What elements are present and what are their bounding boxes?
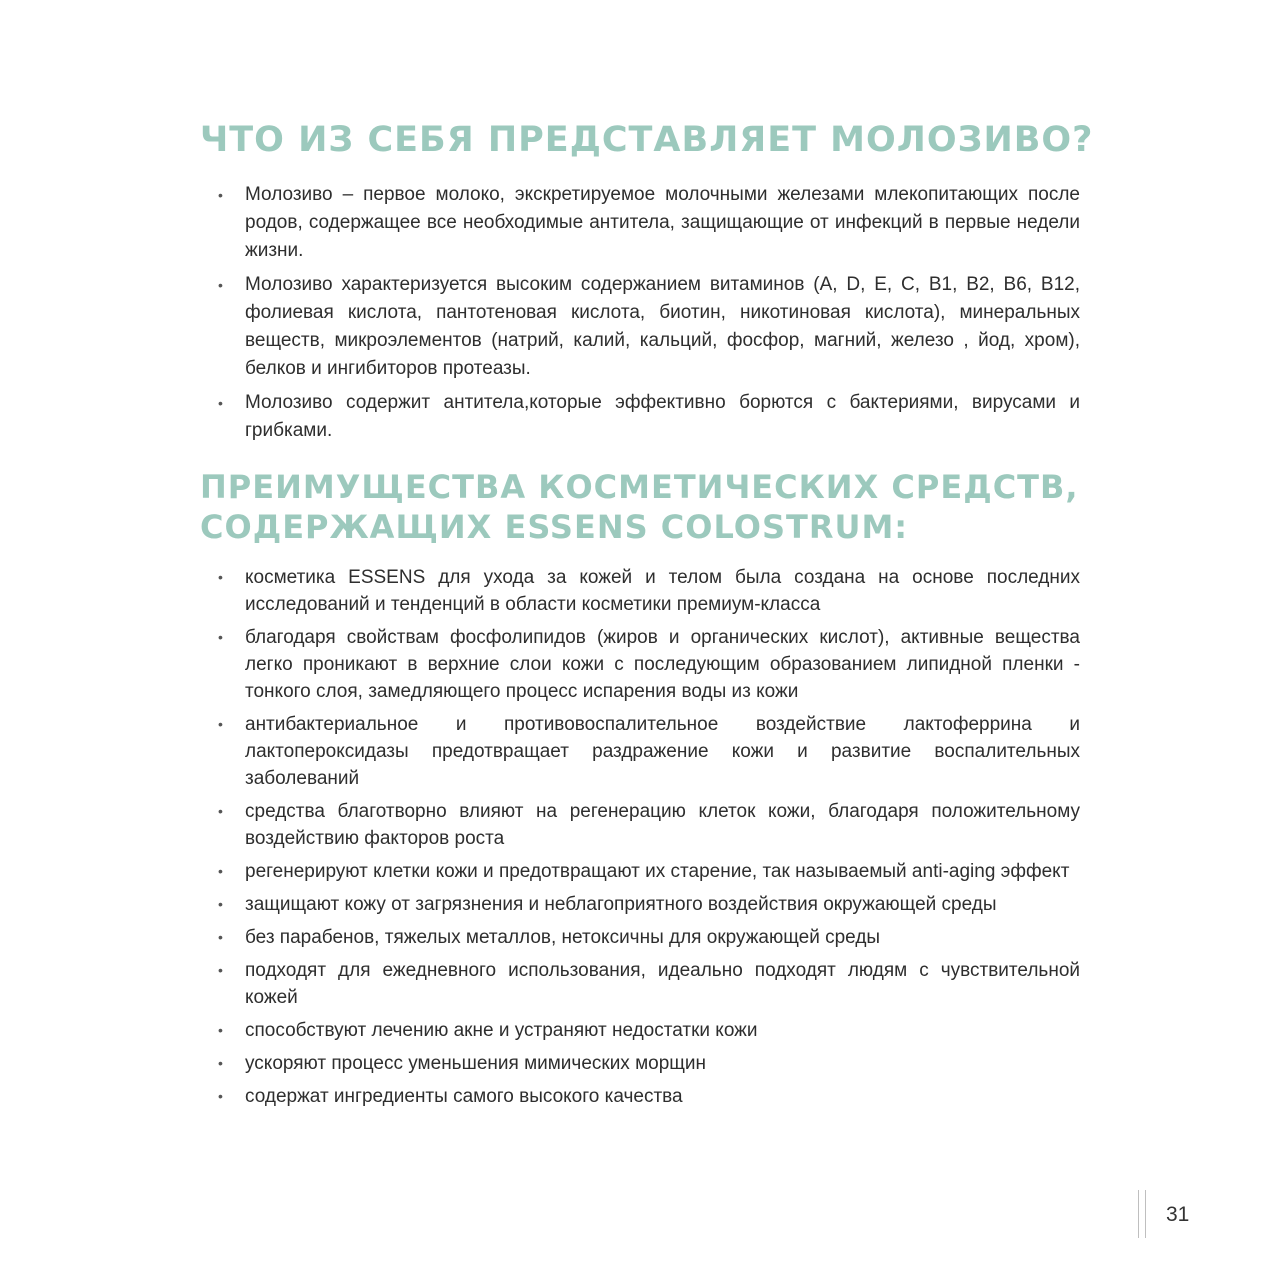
- list-item-text: косметика ESSENS для ухода за кожей и телом была создана на основе последних исследований и тенденций в области косметики премиум-класса: [245, 567, 1080, 615]
- list-item-text: подходят для ежедневного использования, идеально подходят людям с чувствительной кожей: [245, 960, 1080, 1008]
- list-item-text: способствуют лечению акне и устраняют недостатки кожи: [245, 1020, 758, 1041]
- bullet-icon: •: [218, 1022, 223, 1038]
- bullet-icon: •: [218, 277, 223, 293]
- bullet-icon: •: [218, 896, 223, 912]
- bullet-icon: •: [218, 1088, 223, 1104]
- list-item: [218, 924, 1080, 951]
- page-number: 31: [1166, 1203, 1190, 1226]
- list-item: [218, 389, 1080, 445]
- list-item-text: Молозиво – первое молоко, экскретируемое молочными железами млекопитающих после родов, содержащее все необходимые антитела, защищающие от инфекций в первые недели жизни.: [245, 184, 1080, 261]
- list-item-text: Молозиво содержит антитела,которые эффективно борются с бактериями, вирусами и грибками.: [245, 392, 1080, 441]
- list-item-text: ускоряют процесс уменьшения мимических морщин: [245, 1053, 707, 1074]
- list-item: [218, 798, 1080, 852]
- page-number-divider: [1138, 1190, 1146, 1238]
- list-item: [218, 271, 1080, 383]
- benefits-list: [218, 564, 1080, 1116]
- list-item-text: Молозиво характеризуется высоким содержанием витаминов (A, D, E, C, B1, B2, B6, B12, фолиевая кислота, пантотеновая кислота, биотин, никотиновая кислота), минеральных веществ, микроэлементов (натрий, калий, кальций, фосфор, магний, железо , йод, хром), белков и ингибиторов протеазы.: [245, 274, 1080, 379]
- list-item: [218, 1083, 1080, 1110]
- list-item-text: без парабенов, тяжелых металлов, нетоксичны для окружающей среды: [245, 927, 881, 948]
- list-item-text: защищают кожу от загрязнения и неблагоприятного воздействия окружающей среды: [245, 894, 997, 915]
- list-item: [218, 957, 1080, 1011]
- bullet-icon: •: [218, 395, 223, 411]
- bullet-icon: •: [218, 716, 223, 732]
- list-item: [218, 1050, 1080, 1077]
- bullet-icon: •: [218, 569, 223, 585]
- list-item: [218, 711, 1080, 792]
- section-title-benefits: [200, 467, 1100, 547]
- list-item: [218, 564, 1080, 618]
- list-item-text: антибактериальное и противовоспалительное воздействие лактоферрина и лактопероксидазы предотвращает раздражение кожи и развитие воспалительных заболеваний: [245, 714, 1080, 789]
- list-item: [218, 891, 1080, 918]
- section-title-line-1: ПРЕИМУЩЕСТВА КОСМЕТИЧЕСКИХ СРЕДСТВ,: [200, 468, 1079, 506]
- list-item-text: регенерируют клетки кожи и предотвращают их старение, так называемый anti-aging эффект: [245, 861, 1070, 882]
- list-item: [218, 624, 1080, 705]
- list-item-text: средства благотворно влияют на регенерацию клеток кожи, благодаря положительному воздействию факторов роста: [245, 801, 1080, 849]
- bullet-icon: •: [218, 929, 223, 945]
- bullet-icon: •: [218, 1055, 223, 1071]
- list-item: [218, 858, 1080, 885]
- section-title-line-2: СОДЕРЖАЩИХ ESSENS COLOSTRUM:: [200, 508, 909, 546]
- list-item: [218, 1017, 1080, 1044]
- bullet-icon: •: [218, 187, 223, 203]
- bullet-icon: •: [218, 863, 223, 879]
- colostrum-facts-list: [218, 181, 1080, 451]
- list-item-text: содержат ингредиенты самого высокого качества: [245, 1086, 683, 1107]
- bullet-icon: •: [218, 803, 223, 819]
- list-item-text: благодаря свойствам фосфолипидов (жиров и органических кислот), активные вещества легко проникают в верхние слои кожи с последующим образованием липидной пленки - тонкого слоя, замедляющего процесс испарения воды из кожи: [245, 627, 1080, 702]
- list-item: [218, 181, 1080, 265]
- bullet-icon: •: [218, 629, 223, 645]
- bullet-icon: •: [218, 962, 223, 978]
- section-title-colostrum: ЧТО ИЗ СЕБЯ ПРЕДСТАВЛЯЕТ МОЛОЗИВО?: [200, 120, 1094, 160]
